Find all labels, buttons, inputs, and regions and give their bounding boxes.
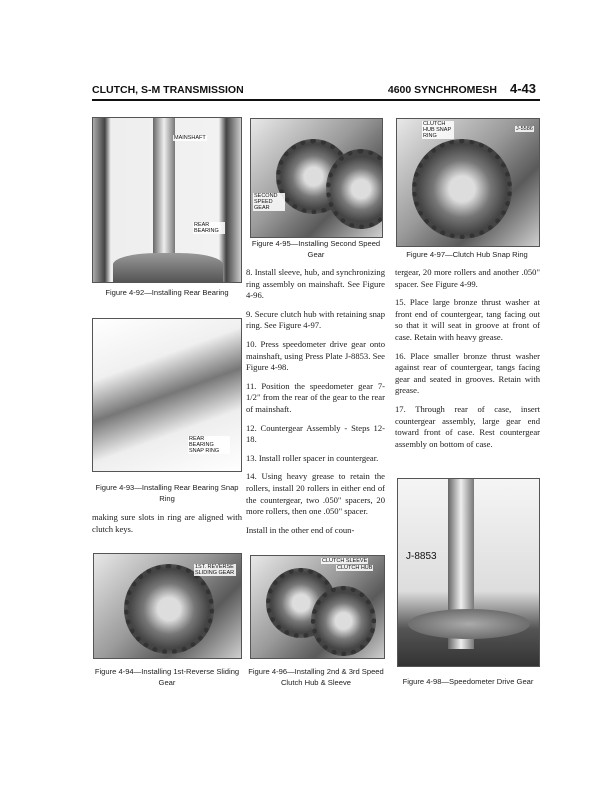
figure-4-96-caption: Figure 4-96—Installing 2nd & 3rd Speed Clutch Hub & Sleeve (248, 667, 384, 687)
section-header: CLUTCH, S-M TRANSMISSION (92, 84, 244, 96)
figure-4-96-photo (250, 555, 385, 659)
step-9: 9. Secure clutch hub with retaining snap ring. See Figure 4-97. (246, 308, 385, 331)
figure-4-97-photo (396, 118, 540, 247)
figure-4-98-caption: Figure 4-98—Speedometer Drive Gear (402, 677, 534, 686)
label-rear-bearing-snap-ring: REAR BEARING SNAP RING (188, 436, 230, 454)
label-second-speed-gear: SECOND SPEED GEAR (253, 193, 285, 211)
figure-4-93-caption: Figure 4-93—Installing Rear Bearing Snap Ring (95, 483, 239, 503)
step-11: 11. Position the speedometer gear 7-1/2" from the rear of the gear to the rear of mainshaft. (246, 380, 385, 414)
step-12: 12. Countergear Assembly - Steps 12-18. (246, 422, 385, 445)
figure-4-94-caption: Figure 4-94—Installing 1st-Reverse Sliding Gear (94, 667, 240, 687)
label-mainshaft: MAINSHAFT (174, 135, 206, 141)
label-1st-reverse-sliding-gear: 1ST. REVERSE SLIDING GEAR (195, 564, 235, 576)
figure-4-95-photo (250, 118, 383, 238)
step-8: 8. Install sleeve, hub, and synchronizing ring assembly on mainshaft. See Figure 4-96. (246, 267, 385, 301)
left-body-text: making sure slots in ring are aligned with clutch keys. (92, 512, 242, 534)
label-clutch-sleeve: CLUTCH SLEEVE (322, 558, 368, 564)
figure-4-97-caption: Figure 4-97—Clutch Hub Snap Ring (406, 250, 528, 259)
label-tool-number: J-5586 (516, 126, 533, 132)
step-16: 16. Place smaller bronze thrust washer against rear of countergear, tangs facing gear and seated in grooves. Retain with grease. (395, 350, 540, 396)
figure-4-95-caption: Figure 4-95—Installing Second Speed Gear (251, 239, 381, 259)
figure-4-93-photo (92, 318, 242, 472)
label-clutch-hub-snap-ring: CLUTCH HUB SNAP RING (422, 121, 454, 139)
label-rear-bearing: REAR BEARING (193, 222, 225, 234)
step-10: 10. Press speedometer drive gear onto mainshaft, using Press Plate J-8853. See Figure 4-98. (246, 338, 385, 373)
step-17: 17. Through rear of case, insert countergear assembly, large gear end toward front of case. Rest countergear assembly on bottom of case. (395, 403, 540, 449)
label-press-plate: J-8853 (406, 551, 437, 562)
page-number: 4-43 (510, 81, 537, 96)
chapter-title: 4600 SYNCHROMESH (387, 84, 497, 96)
figure-4-92-caption: Figure 4-92—Installing Rear Bearing (105, 288, 229, 297)
figure-4-92-photo (92, 117, 242, 283)
step-14-continued: Install in the other end of coun- (246, 524, 355, 535)
right-column-text (395, 267, 540, 457)
figure-4-94-photo (93, 553, 242, 659)
step-15: 15. Place large bronze thrust washer at front end of countergear, tang facing out so that it will seat in groove at front of case. Retain with heavy grease. (395, 297, 540, 342)
middle-column-text (246, 267, 385, 543)
step-13: 13. Install roller spacer in countergear. (246, 452, 379, 463)
step-14: 14. Using heavy grease to retain the rollers, install 20 rollers in either end of the countergear, two .050" spacers, 20 more rollers, then one .050" spacer. (246, 471, 385, 517)
step-14-end: tergear, 20 more rollers and another .050" spacer. See Figure 4-99. (395, 267, 540, 289)
header-rule (92, 99, 540, 101)
figure-4-98-photo (397, 478, 540, 667)
label-clutch-hub: CLUTCH HUB (337, 565, 373, 571)
